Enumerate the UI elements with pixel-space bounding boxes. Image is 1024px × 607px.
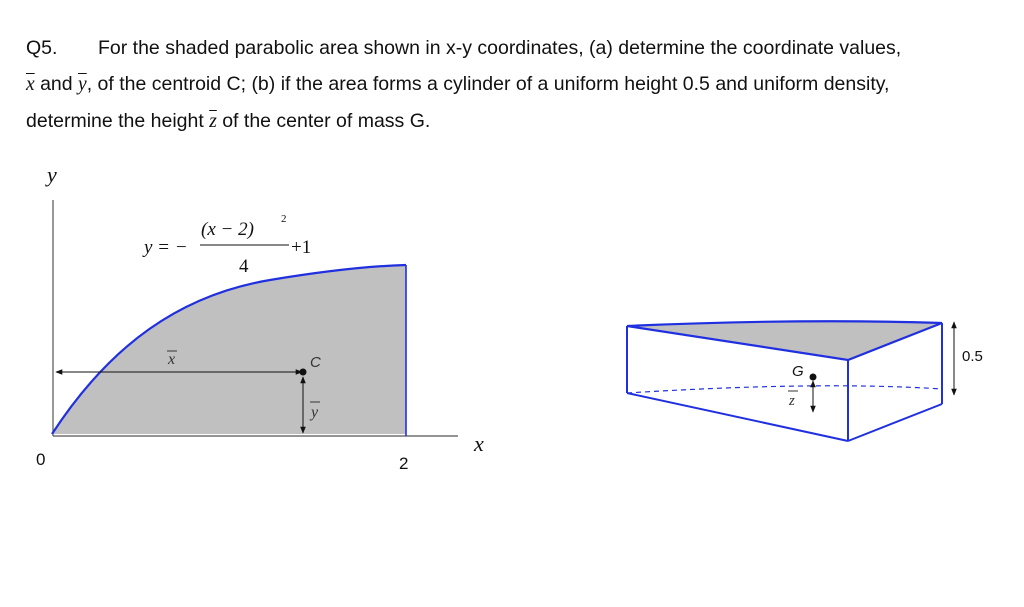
mass-center-point — [810, 374, 817, 381]
x-tick-label: 2 — [399, 454, 409, 473]
slab-bottom-right-edge — [848, 404, 942, 441]
height-label: 0.5 — [962, 348, 983, 365]
z-bar-symbol: $\overline{z}$ — [209, 111, 217, 132]
equation-plus-one: +1 — [291, 237, 312, 258]
equation-numerator: (x − 2) — [201, 219, 254, 240]
equation-lhs: y = − — [144, 237, 188, 258]
and-text: and — [34, 73, 79, 95]
equation-denominator: 4 — [239, 256, 249, 277]
x-axis-label: x — [474, 431, 484, 456]
parabolic-area-figure — [36, 162, 484, 473]
question-line-3-text-b: of the center of mass G. — [216, 110, 431, 132]
slab-top-face — [627, 321, 942, 360]
centroid-point — [300, 369, 307, 376]
slab-hidden-curve — [627, 386, 942, 393]
question-line-3-text-a: determine the height — [26, 110, 210, 132]
x-bar-label: x — [168, 351, 176, 368]
y-axis-label: y — [47, 162, 57, 187]
mass-center-label: G — [792, 363, 804, 380]
question-line-2-text: , of the centroid C; (b) if the area forms a cylinder of a uniform height 0.5 and uniform density, — [86, 73, 890, 95]
origin-label: 0 — [36, 450, 46, 469]
x-bar-symbol: $\overline{x}$ — [26, 74, 35, 95]
question-line-1-text: For the shaded parabolic area shown in x-y coordinates, (a) determine the coordinate values, — [98, 37, 902, 59]
cylinder-slab-figure — [627, 321, 983, 441]
question-number: Q5. — [26, 37, 58, 59]
y-bar-symbol: $\overline{y}$ — [78, 74, 87, 95]
y-bar-label: y — [311, 404, 319, 421]
centroid-label: C — [310, 354, 321, 371]
z-bar-label: z — [789, 393, 795, 409]
equation-exponent: 2 — [281, 213, 287, 225]
slab-bottom-left-edge — [627, 393, 848, 441]
